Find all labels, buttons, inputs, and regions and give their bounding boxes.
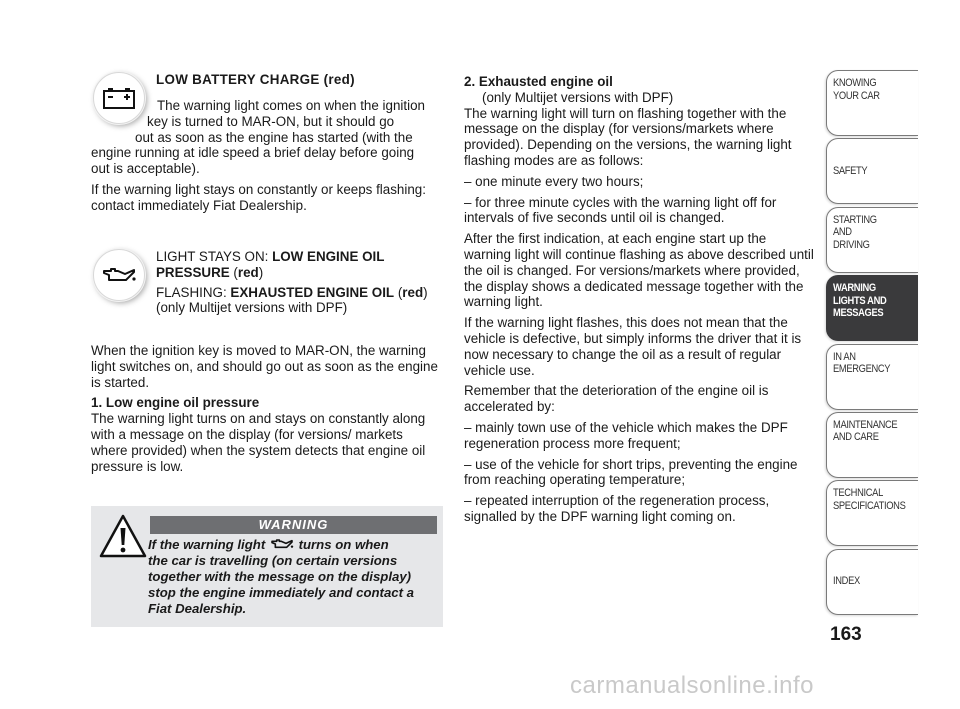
page-number: 163 [830, 624, 862, 645]
oil-subsection-text: The warning light turns on and stays on constantly along with a message on the display (for versions/ markets where provided) when the system detects that engine oil pressure is low. [91, 411, 426, 474]
oil-multijet-note: (only Multijet versions with DPF) [156, 300, 348, 316]
tab-technical-specifications[interactable] [826, 480, 918, 546]
battery-line: out is acceptable). [91, 161, 200, 177]
section-tabs [826, 70, 918, 617]
oil-stays-on-prefix: LIGHT STAYS ON: [156, 249, 273, 264]
battery-line: key is turned to MAR-ON, but it should go [147, 113, 395, 129]
oil-flashing-title: EXHAUSTED ENGINE OIL [230, 284, 395, 300]
battery-line: out as soon as the engine has started (with the [135, 129, 413, 145]
tab-in-an-emergency[interactable] [826, 344, 918, 410]
exhausted-oil-note: (only Multijet versions with DPF) [482, 89, 674, 105]
warning-label: WARNING [150, 516, 437, 534]
paragraph: – use of the vehicle for short trips, preventing the engine from reaching operating temperature; [464, 456, 798, 488]
paragraph: – one minute every two hours; [464, 173, 644, 189]
paragraph: – for three minute cycles with the warning light off for intervals of five seconds until oil is changed. [464, 194, 777, 226]
oil-intro: When the ignition key is moved to MAR-ON, the warning light switches on, and should go out as soon as the engine is started. [91, 343, 438, 390]
tab-label: MAINTENANCE AND CARE [833, 418, 898, 444]
warning-text-pre: If the warning light [148, 537, 266, 552]
tab-label: STARTING AND DRIVING [833, 213, 877, 251]
oil-heading: LIGHT STAYS ON: LOW ENGINE OIL PRESSURE (red) FLASHING: EXHAUSTED ENGINE OIL (red) (only Multijet versions with DPF) [156, 249, 446, 316]
tab-safety[interactable] [826, 138, 918, 204]
oil-stays-on-title: LOW ENGINE OIL PRESSURE [156, 249, 385, 280]
tab-knowing-your-car[interactable] [826, 70, 918, 136]
battery-heading: LOW BATTERY CHARGE (red) [156, 72, 355, 87]
tab-label: SAFETY [833, 165, 868, 178]
oil-flashing-prefix: FLASHING: [156, 284, 231, 300]
oil-can-icon [269, 538, 295, 550]
paragraph: – mainly town use of the vehicle which makes the DPF regeneration process more frequent; [464, 419, 788, 451]
tab-index[interactable] [826, 549, 918, 615]
warning-text [96, 537, 436, 617]
oil-stays-on-color: red [237, 264, 259, 280]
tab-maintenance-and-care[interactable] [826, 412, 918, 478]
exhausted-oil-title: 2. Exhausted engine oil [464, 74, 613, 89]
tab-starting-and-driving[interactable] [826, 207, 918, 273]
watermark: carmanualsonline.info [570, 672, 814, 699]
paragraph: Remember that the deterioration of the engine oil is accelerated by: [464, 383, 769, 415]
oil-can-icon [93, 249, 145, 301]
warning-text-body: the car is travelling (on certain versions together with the message on the display) stop the engine immediately and contact a Fiat Dealership. [148, 553, 415, 616]
paragraph: – repeated interruption of the regeneration process, signalled by the DPF warning light coming on. [464, 493, 770, 524]
paragraph: After the first indication, at each engine start up the warning light will continue flashing as above described until the oil is changed. For versions/markets where provided, the display shows a dedicated message together with the warning light. [464, 231, 814, 310]
warning-text-post: turns on when [298, 537, 389, 552]
tab-warning-lights-and-messages[interactable] [826, 275, 918, 341]
paragraph: If the warning light flashes, this does not mean that the vehicle is defective, but simply informs the driver that it is now necessary to change the oil as a result of regular vehicle use. [464, 315, 802, 378]
tab-label: INDEX [833, 575, 860, 588]
battery-instruction: If the warning light stays on constantly or keeps flashing: contact immediately Fiat Dealership. [91, 181, 426, 213]
tab-label: TECHNICAL SPECIFICATIONS [833, 487, 906, 512]
battery-line: The warning light comes on when the ignition [157, 98, 425, 113]
oil-flashing-color: red [402, 284, 424, 300]
battery-line: engine running at idle speed a brief delay before going [91, 145, 415, 161]
paragraph: The warning light will turn on flashing together with the message on the display (for versions/markets where provided). Depending on the versions, the warning light flashing modes are as follows: [464, 105, 792, 168]
tab-label: KNOWING YOUR CAR [833, 77, 880, 102]
tab-label: WARNING LIGHTS AND MESSAGES [833, 282, 887, 320]
warning-text-rest [96, 553, 436, 617]
battery-description [91, 98, 443, 219]
oil-description [91, 343, 443, 474]
right-column [464, 74, 814, 530]
tab-label: IN AN EMERGENCY [833, 350, 891, 376]
oil-subsection-title: 1. Low engine oil pressure [91, 395, 260, 411]
